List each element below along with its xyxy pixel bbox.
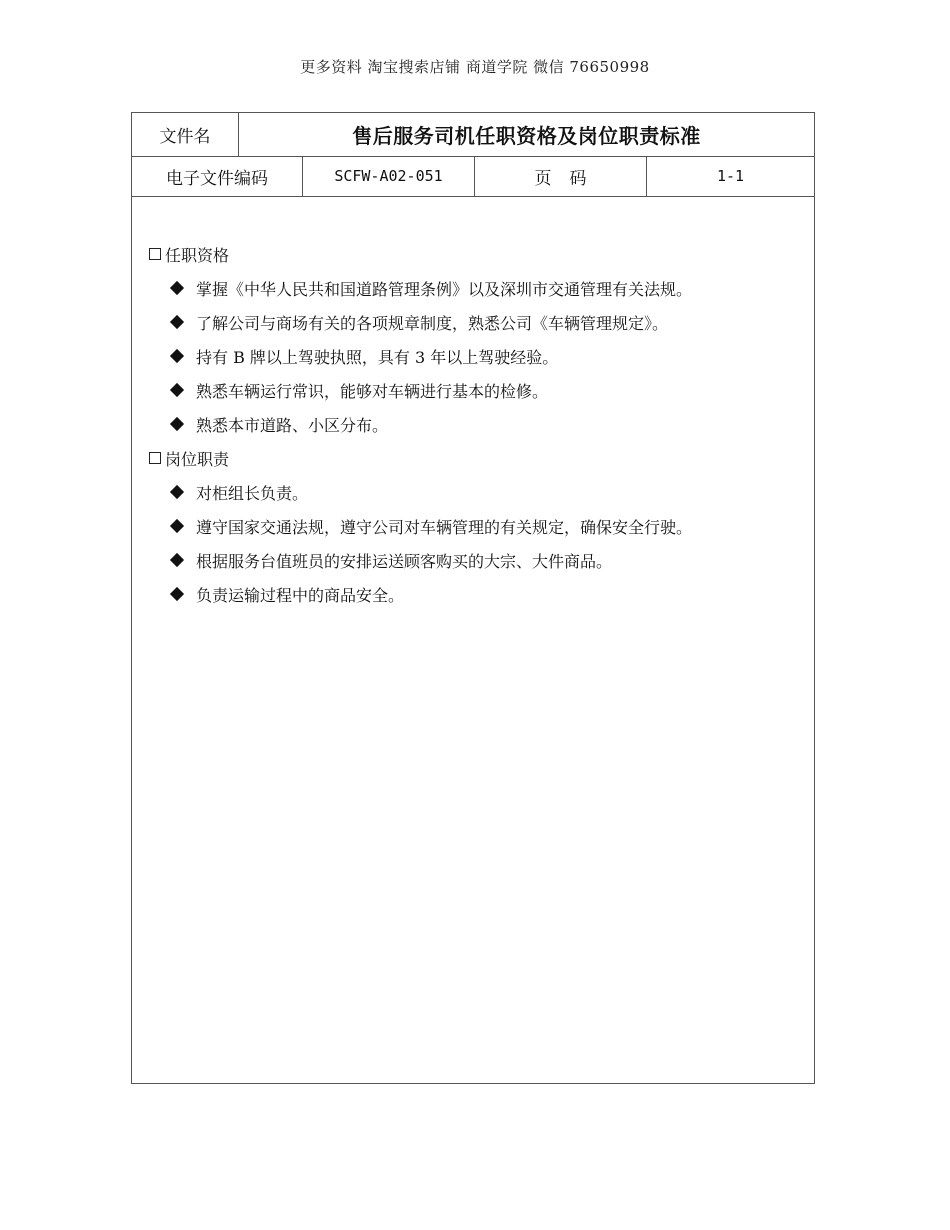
diamond-bullet-icon [170,315,184,329]
diamond-bullet-icon [170,281,184,295]
section-title-text: 任职资格 [165,245,230,265]
list-item-text: 了解公司与商场有关的各项规章制度，熟悉公司《车辆管理规定》。 [196,313,669,333]
list-item-text: 根据服务台值班员的安排运送顾客购买的大宗、大件商品。 [196,551,613,571]
list-item [132,305,814,339]
checkbox-icon [149,248,161,260]
section-responsibilities [132,441,814,611]
section-title [132,237,814,271]
list-item [132,339,814,373]
list-item-text: 掌握《中华人民共和国道路管理条例》以及深圳市交通管理有关法规。 [196,279,693,299]
list-item [132,373,814,407]
document-code: SCFW-A02-051 [303,156,475,196]
list-item [132,407,814,441]
page-value: 1-1 [716,167,745,185]
bullet-list [132,271,814,441]
document-body [132,237,814,611]
diamond-bullet-icon [170,587,184,601]
list-item [132,543,814,577]
title-row [132,113,814,157]
header-note: 更多资料 淘宝搜索店铺 商道学院 微信 76650998 [300,58,650,76]
diamond-bullet-icon [170,383,184,397]
diamond-bullet-icon [170,417,184,431]
code-row [132,156,814,197]
checkbox-icon [149,452,161,464]
diamond-bullet-icon [170,519,184,533]
diamond-bullet-icon [170,349,184,363]
electronic-code-label: 电子文件编码 [132,156,303,196]
document-title: 售后服务司机任职资格及岗位职责标准 [352,124,701,148]
list-item-text: 负责运输过程中的商品安全。 [196,585,405,605]
diamond-bullet-icon [170,553,184,567]
page-label: 页码 [475,156,647,196]
list-item-text: 遵守国家交通法规，遵守公司对车辆管理的有关规定，确保安全行驶。 [196,517,693,537]
list-item-text: 对柜组长负责。 [196,483,309,503]
diamond-bullet-icon [170,485,184,499]
list-item-text: 持有 B 牌以上驾驶执照，具有 3 年以上驾驶经验。 [196,347,559,367]
section-title [132,441,814,475]
section-title-text: 岗位职责 [165,449,230,469]
list-item [132,271,814,305]
bullet-list [132,475,814,611]
file-name-label: 文件名 [132,113,239,156]
document-frame [131,112,815,1084]
section-qualifications [132,237,814,441]
list-item [132,475,814,509]
list-item [132,577,814,611]
list-item-text: 熟悉车辆运行常识，能够对车辆进行基本的检修。 [196,381,549,401]
list-item-text: 熟悉本市道路、小区分布。 [196,415,389,435]
list-item [132,509,814,543]
